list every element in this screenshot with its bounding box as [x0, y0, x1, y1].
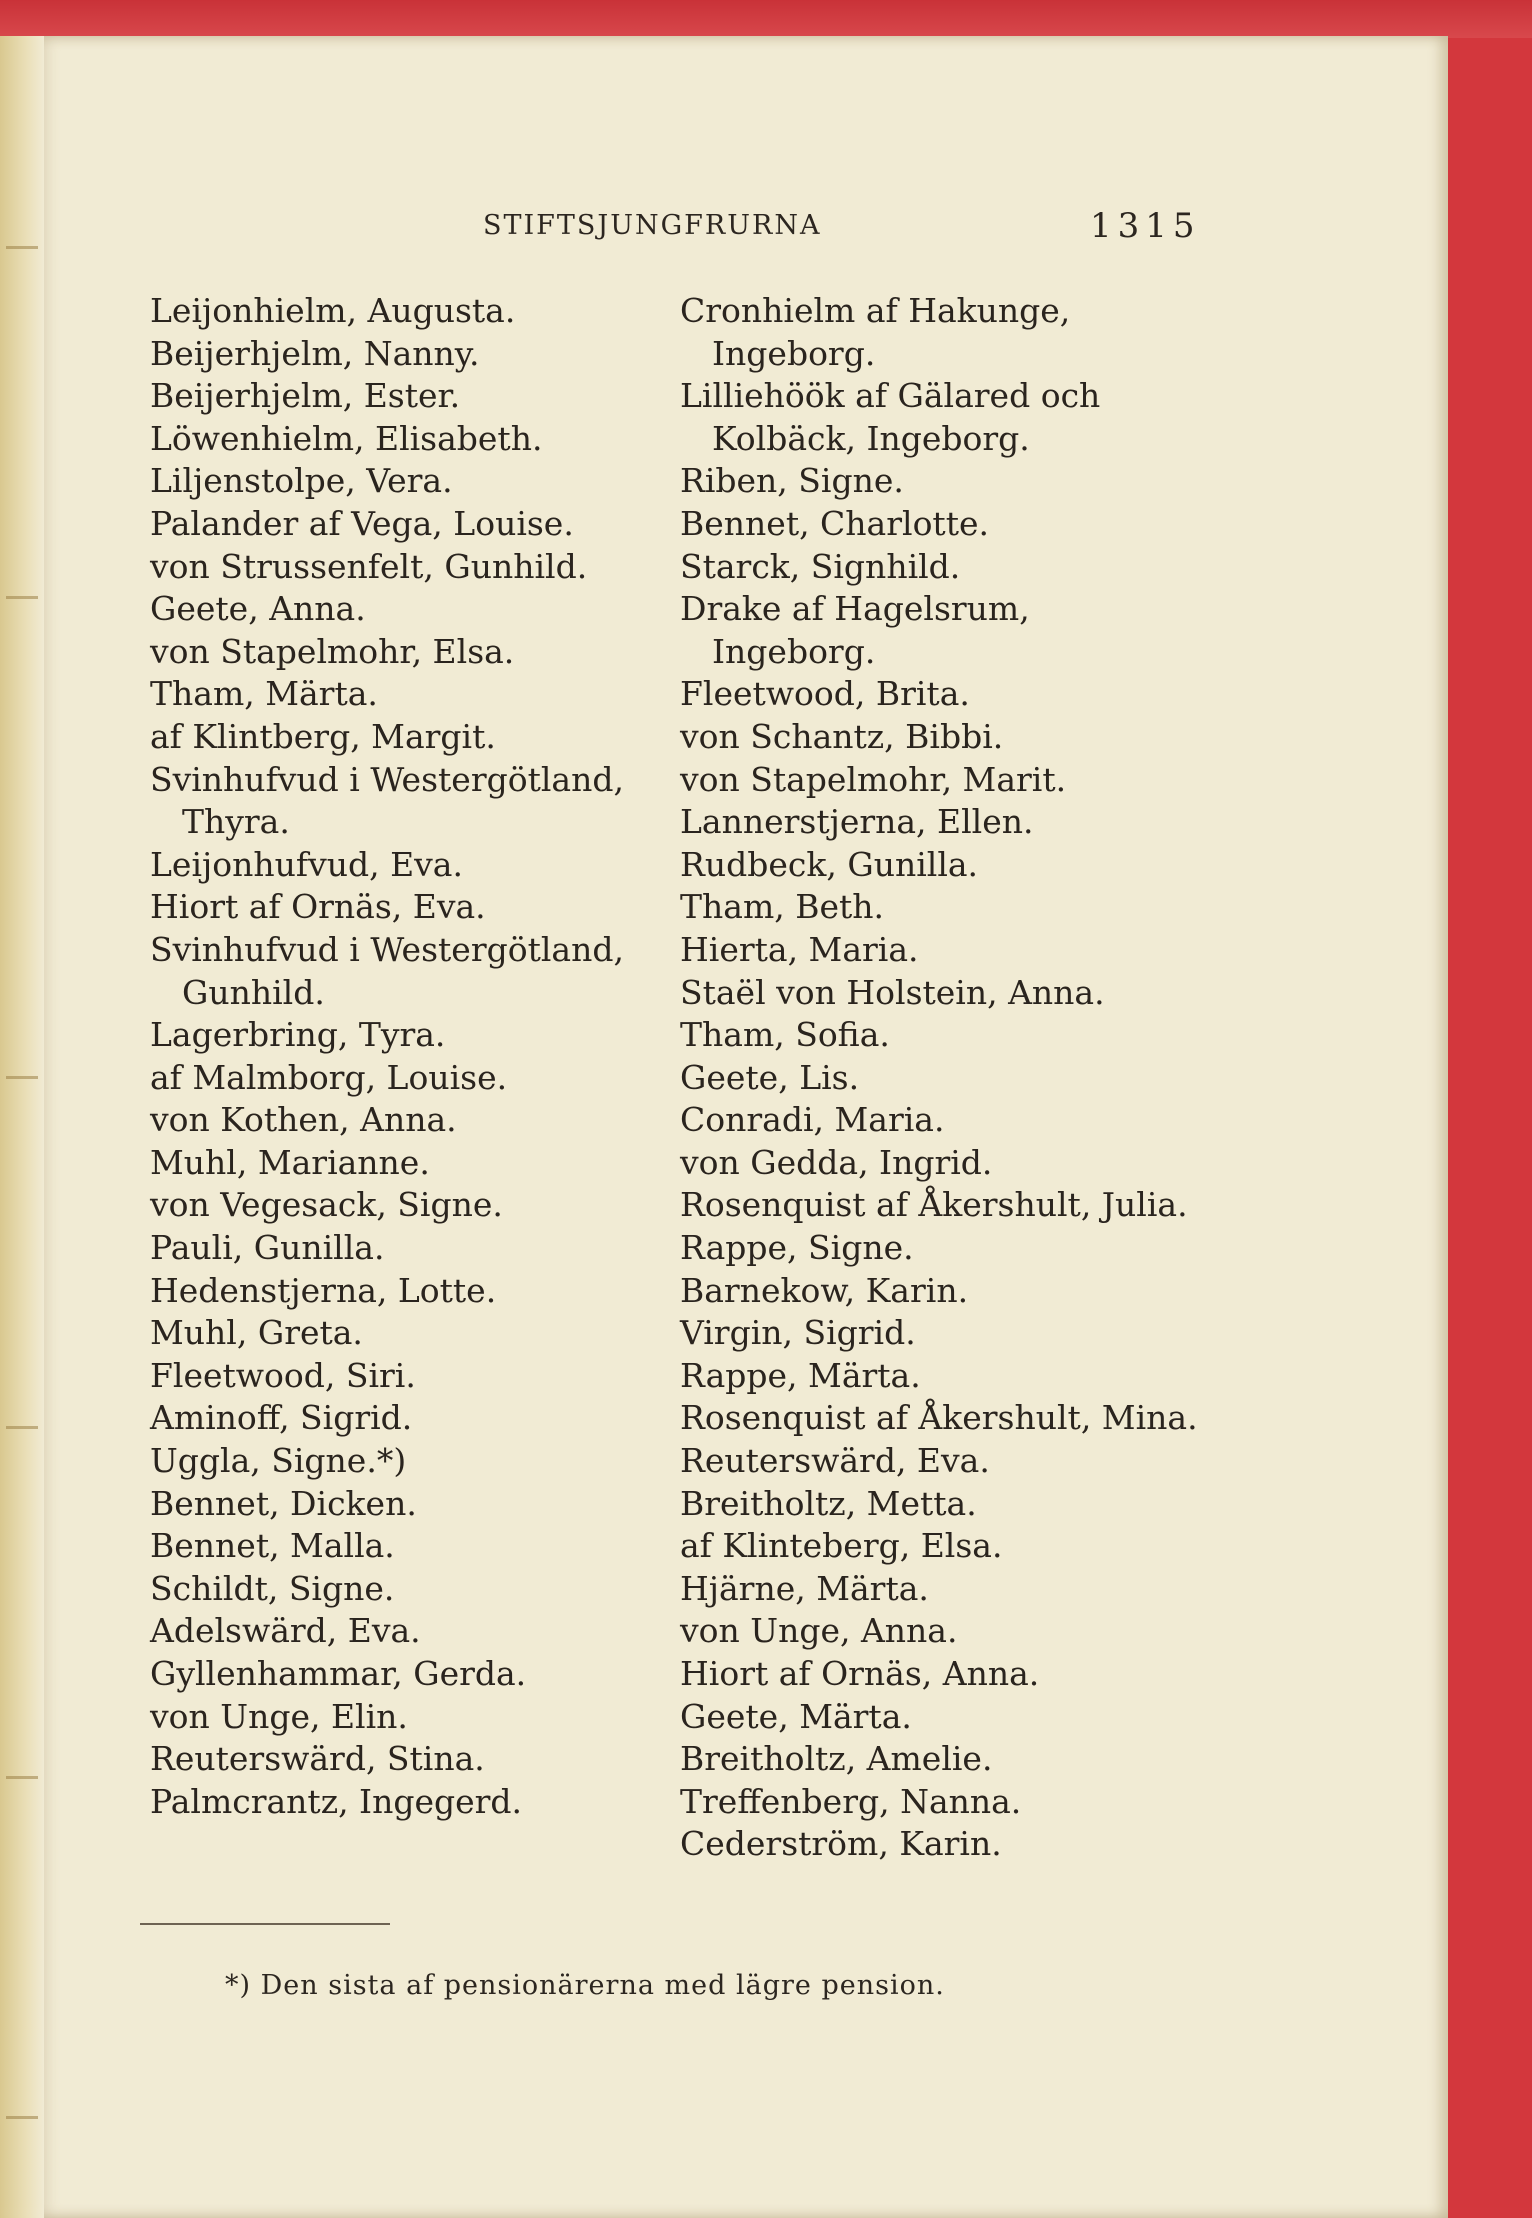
binding-mark [6, 596, 38, 599]
list-item: von Stapelmohr, Elsa. [150, 631, 515, 671]
page-number: 1315 [1090, 206, 1201, 246]
binding-mark [6, 1426, 38, 1429]
running-head: STIFTSJUNGFRURNA [483, 210, 822, 241]
list-item: af Klintberg, Margit. [150, 716, 496, 756]
list-item: Beijerhjelm, Ester. [150, 376, 461, 416]
list-item: Muhl, Greta. [150, 1313, 363, 1353]
list-item: Rosenquist af Åkershult, Mina. [680, 1398, 1198, 1438]
list-item: von Stapelmohr, Marit. [680, 759, 1067, 799]
list-item: Leijonhielm, Augusta. [150, 291, 516, 330]
list-item: Staël von Holstein, Anna. [680, 972, 1105, 1012]
list-item: Muhl, Marianne. [150, 1142, 430, 1182]
list-item: Palmcrantz, Ingegerd. [150, 1781, 523, 1821]
footnote: *) Den sista af pensionärerna med lägre pension. [225, 1970, 945, 2001]
list-item: Virgin, Sigrid. [680, 1313, 916, 1353]
list-item: von Schantz, Bibbi. [680, 716, 1004, 756]
list-item: Lagerbring, Tyra. [150, 1015, 446, 1055]
list-item: Liljenstolpe, Vera. [150, 461, 453, 501]
list-item: Uggla, Signe.*) [150, 1441, 407, 1481]
list-item: von Vegesack, Signe. [150, 1185, 503, 1225]
list-item: Palander af Vega, Louise. [150, 503, 574, 543]
list-item: Rosenquist af Åkershult, Julia. [680, 1185, 1188, 1225]
list-item: von Strussenfelt, Gunhild. [150, 546, 588, 586]
list-item: Bennet, Malla. [150, 1526, 395, 1566]
page-gutter [0, 36, 44, 2218]
list-item: Riben, Signe. [680, 461, 904, 501]
list-item: von Unge, Elin. [150, 1696, 408, 1736]
list-item: Treffenberg, Nanna. [680, 1781, 1022, 1821]
binding-mark [6, 1076, 38, 1079]
list-item: Tham, Märta. [150, 674, 378, 714]
list-item: Breitholtz, Metta. [680, 1483, 977, 1523]
list-item: Rappe, Signe. [680, 1228, 914, 1268]
list-item: Reuterswärd, Eva. [680, 1441, 990, 1481]
list-item: von Unge, Anna. [680, 1611, 958, 1651]
list-item: Barnekow, Karin. [680, 1270, 969, 1310]
list-item: von Kothen, Anna. [150, 1100, 457, 1140]
list-item: von Gedda, Ingrid. [680, 1142, 993, 1182]
list-item: Leijonhufvud, Eva. [150, 844, 463, 884]
name-list-right [680, 290, 1200, 1866]
list-item: Aminoff, Sigrid. [150, 1398, 413, 1438]
list-item: Bennet, Dicken. [150, 1483, 417, 1523]
list-item: Pauli, Gunilla. [150, 1228, 385, 1268]
list-item: Drake af Hagelsrum, Ingeborg. [680, 589, 1030, 671]
list-item: Svinhufvud i Westergötland, Thyra. [150, 759, 624, 842]
cover-edge [0, 0, 1532, 38]
list-item: Svinhufvud i Westergötland, Gunhild. [150, 929, 624, 1012]
list-item: Hedenstjerna, Lotte. [150, 1270, 497, 1310]
list-item: Rudbeck, Gunilla. [680, 844, 979, 884]
list-item: Fleetwood, Siri. [150, 1355, 416, 1395]
list-item: Gyllenhammar, Gerda. [150, 1654, 527, 1693]
list-item: Geete, Anna. [150, 589, 366, 629]
list-item: Adelswärd, Eva. [150, 1611, 421, 1651]
list-item: Hiort af Ornäs, Eva. [150, 887, 486, 927]
list-item: Starck, Signhild. [680, 546, 961, 586]
list-item: Löwenhielm, Elisabeth. [150, 418, 543, 458]
list-item: Fleetwood, Brita. [680, 674, 970, 714]
list-item: Bennet, Charlotte. [680, 503, 989, 543]
list-item: Rappe, Märta. [680, 1355, 921, 1395]
list-item: Beijerhjelm, Nanny. [150, 333, 480, 373]
list-item: Geete, Märta. [680, 1696, 912, 1736]
list-item: Breitholtz, Amelie. [680, 1739, 993, 1779]
list-item: Tham, Beth. [680, 887, 884, 927]
list-item: af Klinteberg, Elsa. [680, 1526, 1003, 1566]
list-item: Lilliehöök af Gälared och Kolbäck, Ingeborg. [680, 376, 1101, 458]
list-item: Geete, Lis. [680, 1057, 860, 1097]
list-item: Conradi, Maria. [680, 1100, 945, 1140]
list-item: af Malmborg, Louise. [150, 1057, 508, 1097]
list-item: Cederström, Karin. [680, 1824, 1002, 1864]
list-item: Reuterswärd, Stina. [150, 1739, 485, 1779]
name-list-left [150, 290, 670, 1823]
binding-mark [6, 1776, 38, 1779]
list-item: Hjärne, Märta. [680, 1568, 929, 1608]
list-item: Tham, Sofia. [680, 1015, 890, 1055]
binding-mark [6, 246, 38, 249]
footnote-divider [140, 1923, 390, 1925]
binding-mark [6, 2116, 38, 2119]
list-item: Hiort af Ornäs, Anna. [680, 1654, 1040, 1693]
list-item: Hierta, Maria. [680, 929, 919, 969]
list-item: Lannerstjerna, Ellen. [680, 802, 1034, 842]
list-item: Cronhielm af Hakunge, Ingeborg. [680, 291, 1071, 373]
page-header [140, 206, 1201, 250]
list-item: Schildt, Signe. [150, 1568, 395, 1608]
